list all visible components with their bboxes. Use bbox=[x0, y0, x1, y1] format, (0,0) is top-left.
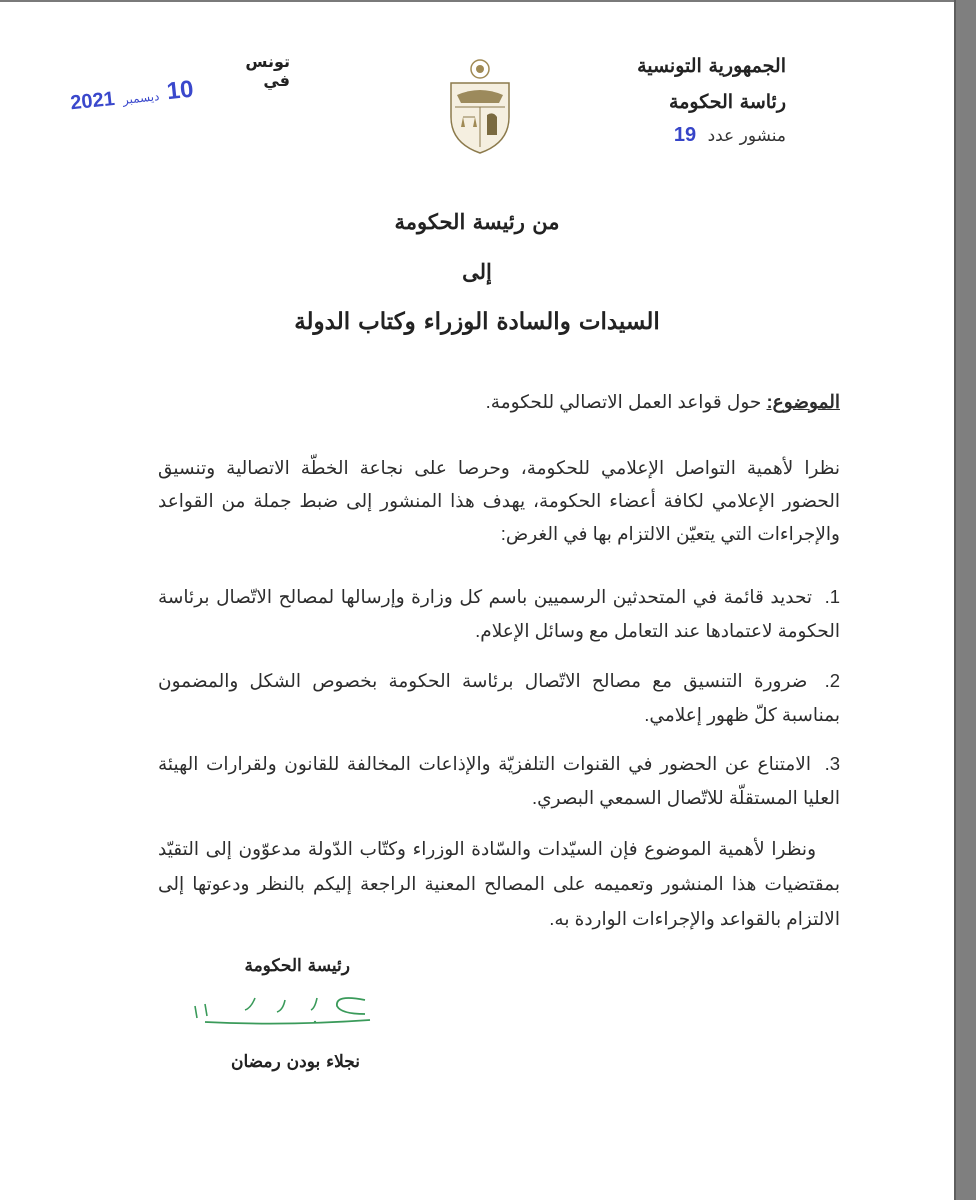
date-year: 2021 bbox=[69, 87, 116, 115]
list-item bbox=[158, 580, 840, 648]
item-number: 3. bbox=[824, 753, 841, 774]
presidency-heading: رئاسة الحكومة bbox=[669, 91, 786, 113]
signatory-title: رئيسة الحكومة bbox=[244, 956, 350, 976]
to-word: إلى bbox=[462, 259, 492, 284]
scan-right-border bbox=[954, 0, 976, 1200]
circular-label: منشور عدد bbox=[707, 126, 786, 146]
item-number: 2. bbox=[824, 670, 840, 691]
recipients-line: السيدات والسادة الوزراء وكتاب الدولة bbox=[294, 308, 660, 335]
item-text: ضرورة التنسيق مع مصالح الاتّصال برئاسة الحكومة بخصوص الشكل والمضمون بمناسبة كلّ ظهور إعلامي. bbox=[158, 670, 840, 725]
sender-line: من رئيسة الحكومة bbox=[394, 209, 560, 234]
item-text: الامتناع عن الحضور في القنوات التلفزيّة والإذاعات المخالفة للقانون ولقرارات الهيئة العليا المستقلّة للاتّصال السمعي البصري. bbox=[158, 753, 840, 808]
date-month: ديسمبر bbox=[122, 89, 160, 107]
closing-paragraph: ونظرا لأهمية الموضوع فإن السيّدات والسّادة الوزراء وكتّاب الدّولة مدعوّون إلى التقيّد بمقتضيات هذا المنشور وتعميمه على المصالح المعنية الراجعة إليكم بالنظر ودعوتها إلى الالتزام بالقواعد والإجراءات الواردة به. bbox=[158, 838, 840, 929]
addressing-block bbox=[0, 197, 954, 347]
circular-number: 19 bbox=[673, 124, 697, 146]
date-day: 10 bbox=[165, 75, 195, 106]
circular-number-line bbox=[637, 120, 786, 151]
republic-heading: الجمهورية التونسية bbox=[637, 55, 786, 77]
signatory-name: نجلاء بودن رمضان bbox=[231, 1052, 360, 1072]
document-page bbox=[0, 2, 954, 1200]
item-number: 1. bbox=[824, 586, 841, 607]
intro-paragraph: نظرا لأهمية التواصل الإعلامي للحكومة، وحرصا على نجاعة الخطّة الاتصالية وتنسيق الحضور الإعلامي لكافة أعضاء الحكومة، يهدف هذا المنشور إلى ضبط جملة من القواعد والإجراءات التي يتعيّن الالتزام بها في الغرض: bbox=[158, 457, 840, 544]
list-item bbox=[158, 664, 840, 732]
place-label: تونس في bbox=[245, 52, 290, 90]
item-text: تحديد قائمة في المتحدثين الرسميين باسم كل وزارة وإرسالها لمصالح الاتّصال برئاسة الحكومة لاعتمادها عند التعامل مع وسائل الإعلام. bbox=[158, 586, 840, 641]
subject-label: الموضوع: bbox=[766, 391, 840, 412]
subject-line bbox=[158, 391, 840, 413]
signature-block bbox=[165, 952, 385, 1092]
date-block bbox=[60, 52, 290, 132]
list-item bbox=[158, 747, 840, 815]
subject-text: حول قواعد العمل الاتصالي للحكومة. bbox=[485, 391, 762, 412]
letterhead bbox=[637, 48, 786, 151]
handwritten-signature-icon bbox=[165, 992, 385, 1052]
tunisia-coat-of-arms-icon bbox=[441, 57, 519, 157]
date-stamp bbox=[69, 76, 195, 117]
